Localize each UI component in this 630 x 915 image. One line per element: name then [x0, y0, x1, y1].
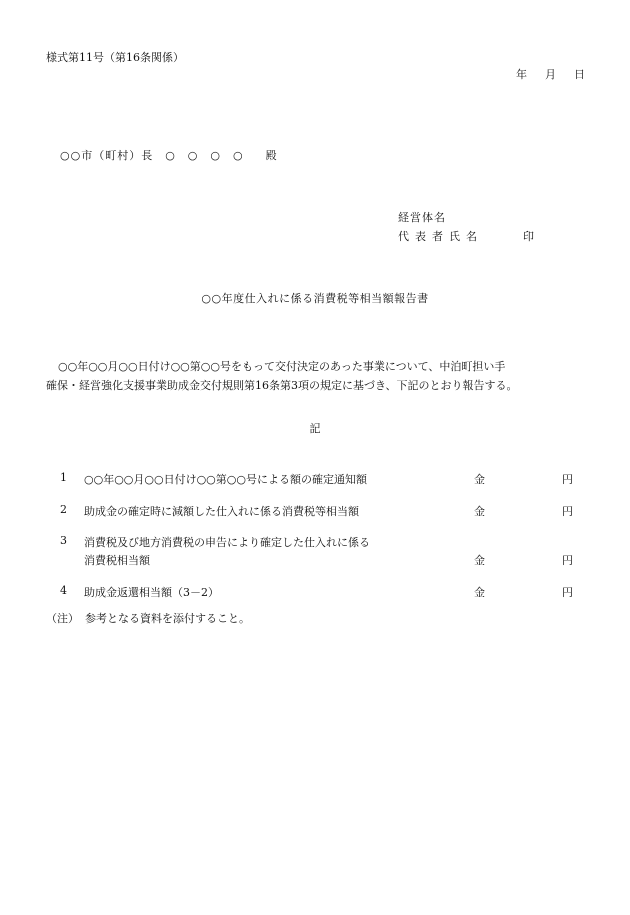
amount-yen-label: 円 [562, 554, 573, 567]
item-description-line: ○○年○○月○○日付け○○第○○号による額の確定通知額 [84, 473, 367, 486]
item-description-line: 消費税相当額 [84, 554, 150, 567]
amount-kin-label: 金 [474, 505, 485, 518]
item-description [84, 471, 367, 489]
representative-name-label: 代表者氏名 [398, 230, 483, 243]
item-number: 3 [60, 534, 67, 547]
body-line-1: ○○年○○月○○日付け○○第○○号をもって交付決定のあった事業について、中泊町担い手 [58, 360, 506, 373]
note-label: （注） [46, 612, 79, 625]
org-name-label: 経営体名 [398, 211, 446, 224]
ki-heading: 記 [309, 422, 321, 435]
addressee-honorific: 殿 [265, 149, 278, 162]
amount-kin-label: 金 [474, 554, 485, 567]
date-month: 月 [545, 68, 556, 81]
amount-kin-label: 金 [474, 473, 485, 486]
date-line [516, 69, 585, 80]
item-description [84, 584, 219, 602]
form-number: 様式第11号（第16条関係） [46, 51, 184, 64]
document-title: ○○年度仕入れに係る消費税等相当額報告書 [201, 292, 429, 305]
addressee-name: ○○市（町村）長 ○ ○ ○ ○ [60, 149, 244, 162]
amount-kin-label: 金 [474, 586, 485, 599]
addressee [60, 150, 278, 161]
item-number: 1 [60, 471, 67, 484]
amount-yen-label: 円 [562, 473, 573, 486]
item-description-line: 助成金の確定時に減額した仕入れに係る消費税等相当額 [84, 505, 359, 518]
note [46, 613, 250, 624]
item-description-line: 消費税及び地方消費税の申告により確定した仕入れに係る [84, 536, 370, 549]
item-number: 2 [60, 503, 67, 516]
note-text: 参考となる資料を添付すること。 [85, 612, 250, 625]
body-line-2: 確保・経営強化支援事業助成金交付規則第16条第3項の規定に基づき、下記のとおり報告する。 [46, 379, 518, 392]
amount-yen-label: 円 [562, 586, 573, 599]
item-description-line: 助成金返還相当額（3－2） [84, 586, 219, 599]
body-paragraph [46, 357, 596, 395]
seal-mark: 印 [523, 230, 534, 243]
item-description [84, 534, 370, 570]
item-description [84, 503, 359, 521]
amount-yen-label: 円 [562, 505, 573, 518]
date-year: 年 [516, 68, 527, 81]
item-number: 4 [60, 584, 67, 597]
date-day: 日 [574, 68, 585, 81]
